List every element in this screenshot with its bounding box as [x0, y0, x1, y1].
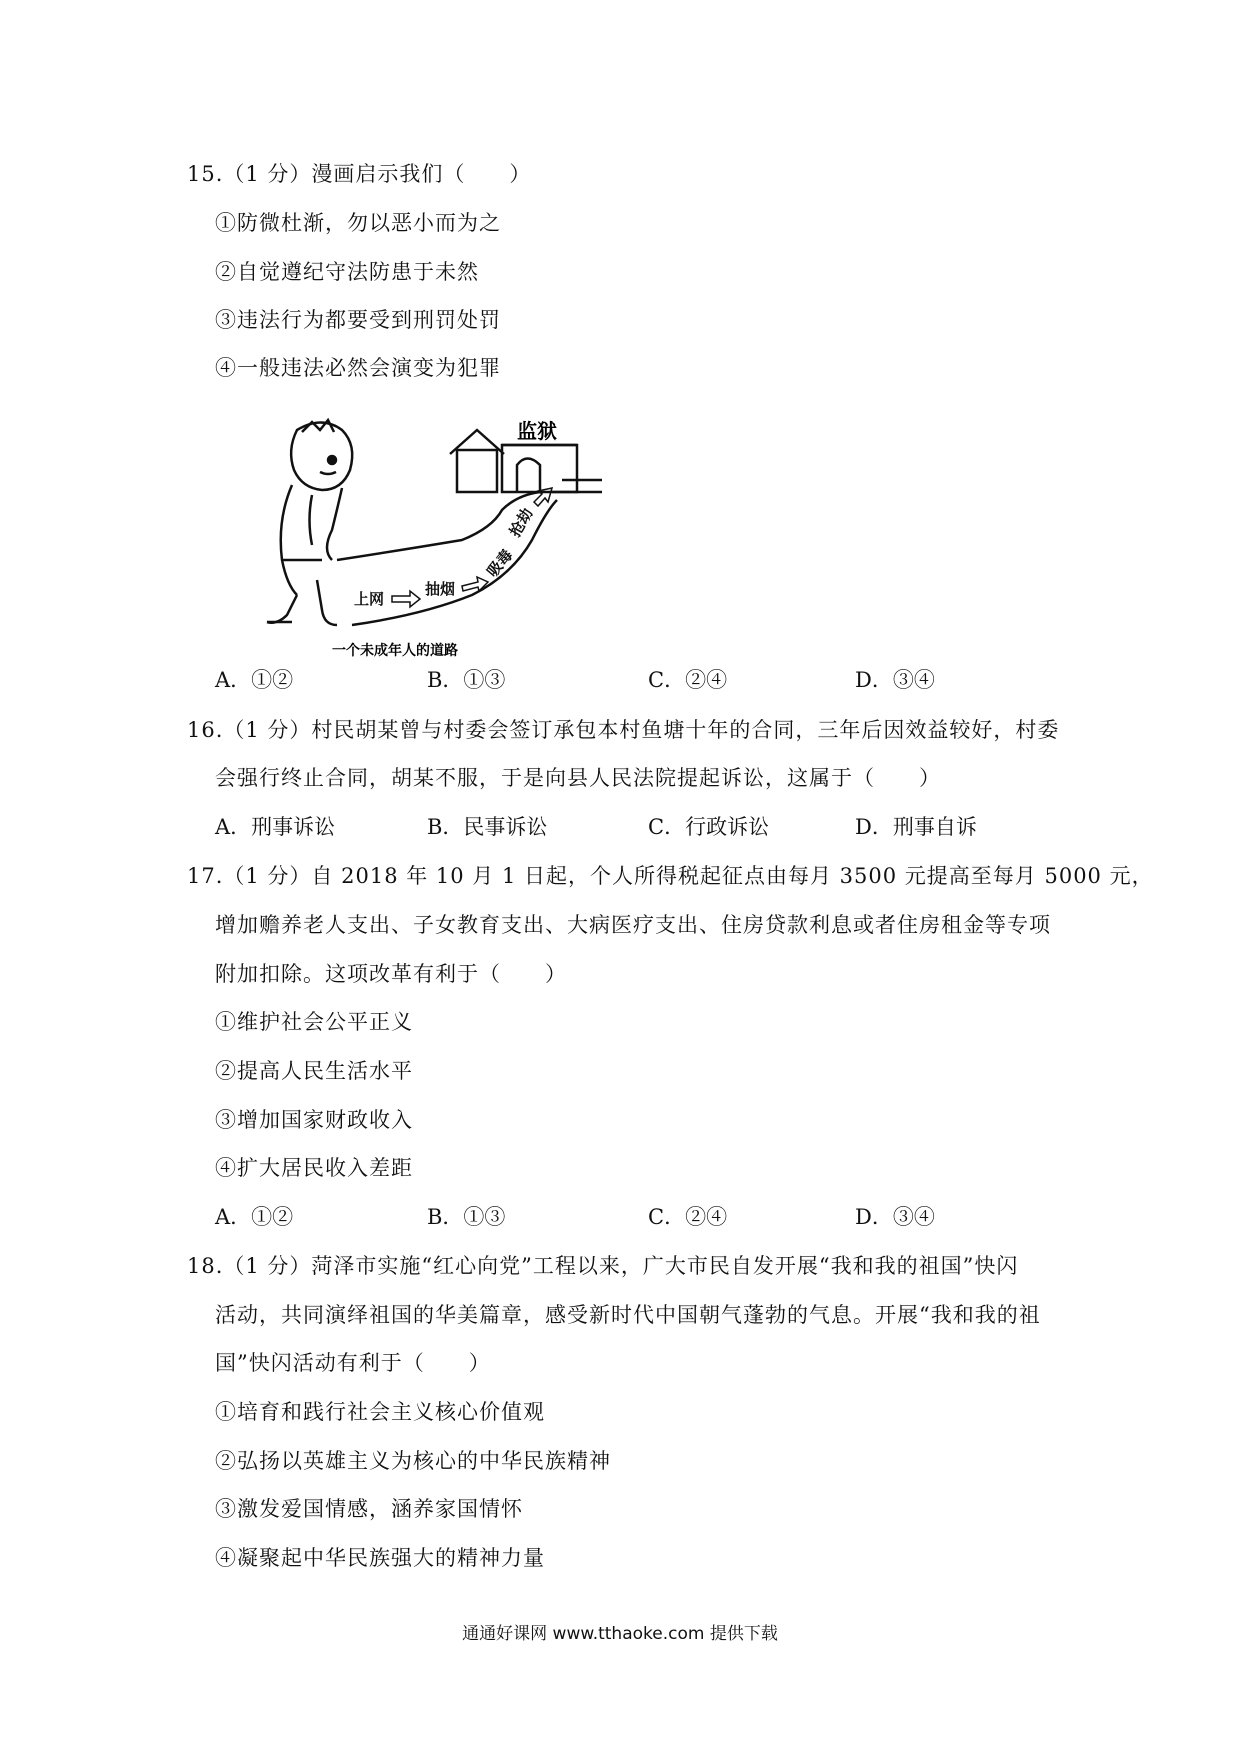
- q16-option-a[interactable]: A．刑事诉讼: [215, 815, 336, 839]
- step-label-3: 吸毒: [483, 546, 517, 581]
- q15-option-c[interactable]: C．②④: [648, 668, 728, 692]
- q17-line-2: 增加赡养老人支出、子女教育支出、大病医疗支出、住房贷款利息或者住房租金等专项: [215, 913, 1051, 937]
- q18-item-3: ③激发爱国情感，涵养家国情怀: [215, 1497, 523, 1521]
- q15-item-1: ①防微杜渐，勿以恶小而为之: [215, 211, 501, 235]
- q15-stem: 15.（1 分）漫画启示我们（ ）: [187, 162, 532, 186]
- q17-option-d[interactable]: D．③④: [855, 1205, 935, 1229]
- q18-item-1: ①培育和践行社会主义核心价值观: [215, 1400, 545, 1424]
- q17-item-1: ①维护社会公平正义: [215, 1010, 413, 1034]
- q16-option-c[interactable]: C．行政诉讼: [648, 815, 770, 839]
- q16-option-d[interactable]: D．刑事自诉: [855, 815, 977, 839]
- q18-line-2: 活动，共同演绎祖国的华美篇章，感受新时代中国朝气蓬勃的气息。开展“我和我的祖: [215, 1303, 1041, 1327]
- q17-line-1: 17.（1 分）自 2018 年 10 月 1 日起，个人所得税起征点由每月 3500 元提高至每月 5000 元，: [187, 864, 1154, 888]
- q17-item-4: ④扩大居民收入差距: [215, 1156, 413, 1180]
- q16-line-2: 会强行终止合同，胡某不服，于是向县人民法院提起诉讼，这属于（ ）: [215, 766, 941, 790]
- cartoon-illustration: [262, 410, 612, 660]
- prison-label: 监狱: [517, 419, 557, 443]
- q18-item-4: ④凝聚起中华民族强大的精神力量: [215, 1546, 545, 1570]
- q18-line-3: 国”快闪活动有利于（ ）: [215, 1351, 491, 1375]
- q18-item-2: ②弘扬以英雄主义为核心的中华民族精神: [215, 1449, 611, 1473]
- q15-option-b[interactable]: B．①③: [427, 668, 506, 692]
- q17-option-b[interactable]: B．①③: [427, 1205, 506, 1229]
- q17-option-a[interactable]: A．①②: [215, 1205, 294, 1229]
- step-label-2: 抽烟: [425, 580, 456, 598]
- arrow-up-right-icon: [534, 488, 552, 506]
- q17-line-3: 附加扣除。这项改革有利于（ ）: [215, 962, 567, 986]
- cartoon-caption: 一个未成年人的道路: [332, 643, 458, 659]
- q15-option-a[interactable]: A．①②: [215, 668, 294, 692]
- q17-item-3: ③增加国家财政收入: [215, 1108, 413, 1132]
- q17-option-c[interactable]: C．②④: [648, 1205, 728, 1229]
- q16-line-1: 16.（1 分）村民胡某曾与村委会签订承包本村鱼塘十年的合同，三年后因效益较好，村委: [187, 718, 1060, 742]
- q18-line-1: 18.（1 分）菏泽市实施“红心向党”工程以来，广大市民自发开展“我和我的祖国”快闪: [187, 1254, 1019, 1278]
- q15-item-2: ②自觉遵纪守法防患于未然: [215, 260, 479, 284]
- page-footer: 通通好课网 www.tthaoke.com 提供下载: [462, 1624, 778, 1644]
- q17-item-2: ②提高人民生活水平: [215, 1059, 413, 1083]
- arrow-right-icon: [392, 591, 420, 607]
- q15-item-3: ③违法行为都要受到刑罚处罚: [215, 308, 501, 332]
- q16-option-b[interactable]: B．民事诉讼: [427, 815, 548, 839]
- q15-option-d[interactable]: D．③④: [855, 668, 935, 692]
- step-label-4: 抢劫: [505, 505, 537, 540]
- q15-item-4: ④一般违法必然会演变为犯罪: [215, 356, 501, 380]
- step-label-1: 上网: [354, 590, 385, 608]
- boy-figure: [267, 420, 352, 625]
